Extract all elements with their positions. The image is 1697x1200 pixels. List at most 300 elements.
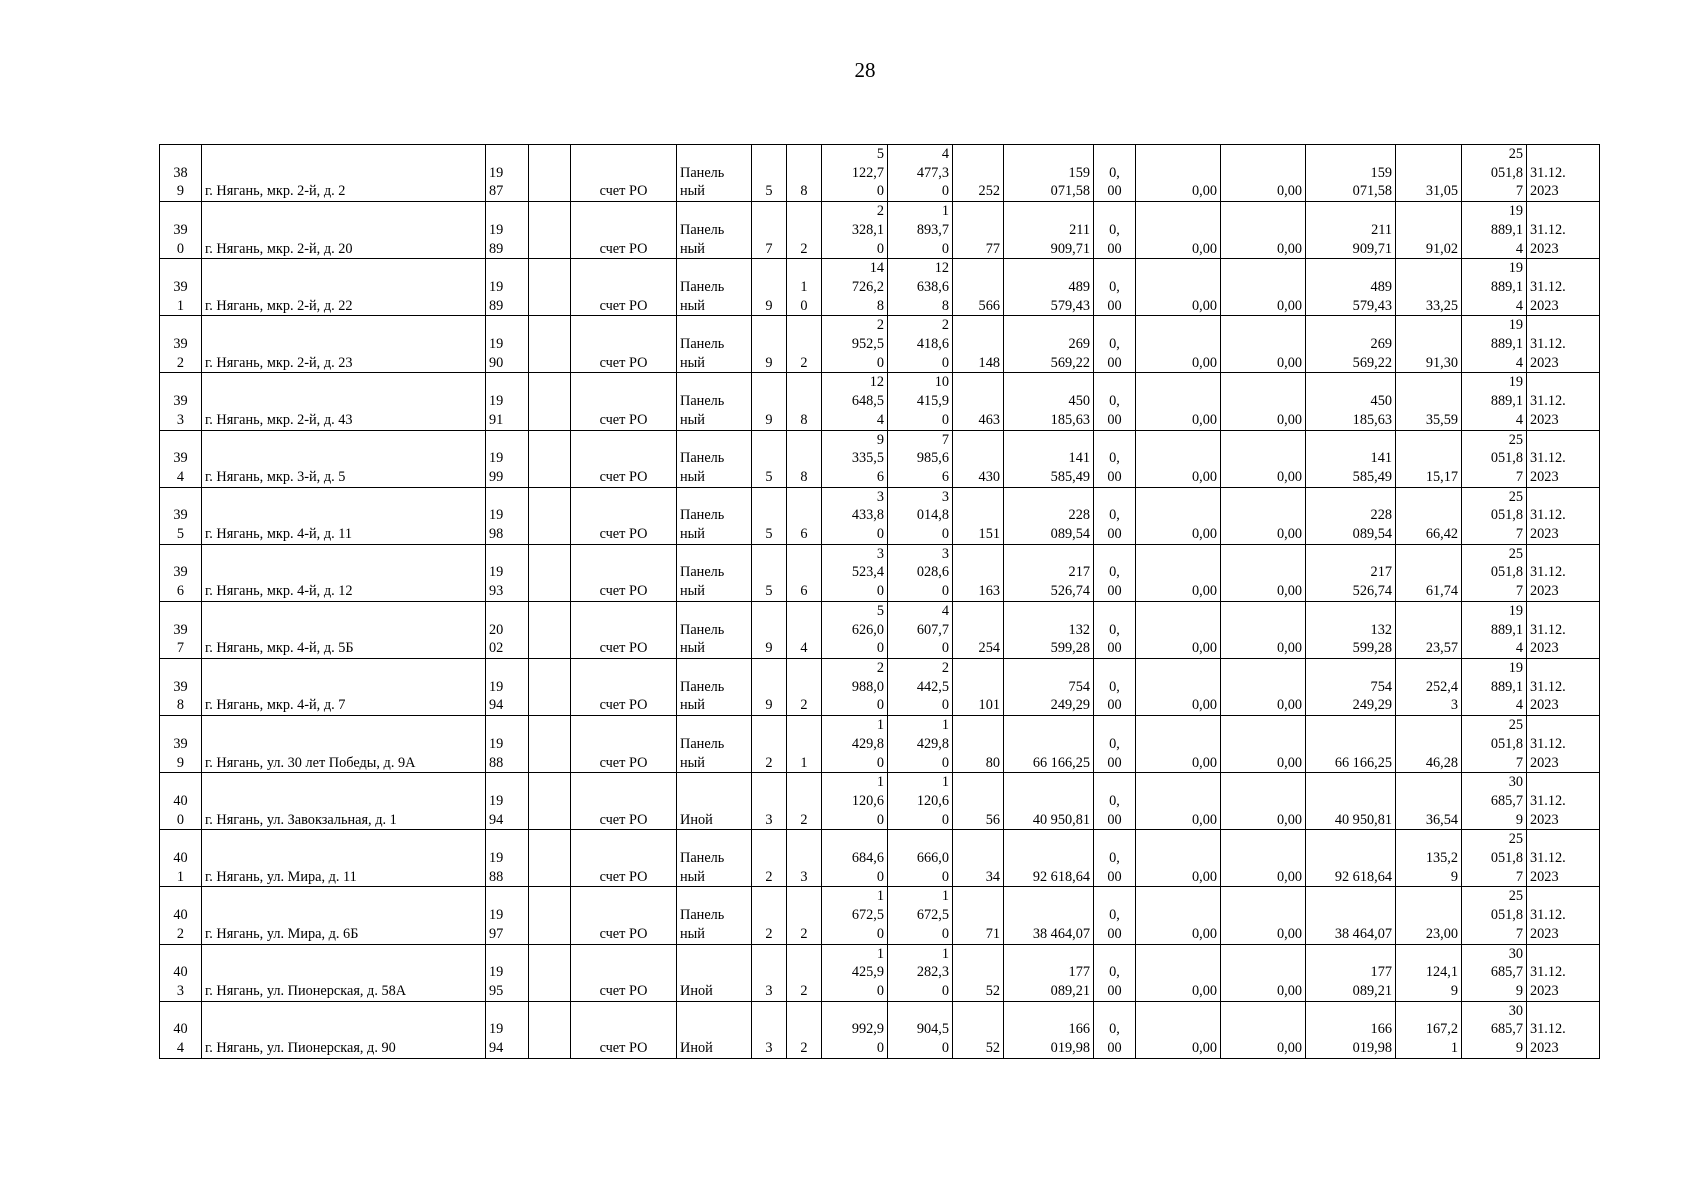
- cell-residential-area: 10 415,9 0: [888, 373, 953, 430]
- cell-entrances: 8: [787, 430, 822, 487]
- cell-commission-year: 19 87: [486, 145, 529, 202]
- cell-residential-area: 3 014,8 0: [888, 487, 953, 544]
- cell-address: г. Нягань, мкр. 4-й, д. 11: [202, 487, 486, 544]
- cell-floors: 3: [752, 944, 787, 1001]
- cell-unit-cost: 252,4 3: [1396, 658, 1462, 715]
- table-row: [160, 944, 1600, 1001]
- cell-owners-funds: 132 599,28: [1306, 601, 1396, 658]
- cell-row-number: 40 4: [160, 1001, 202, 1058]
- table-row: [160, 830, 1600, 887]
- cell-residents: 77: [953, 202, 1004, 259]
- cell-max-unit-cost: 19 889,1 4: [1462, 202, 1527, 259]
- cell-subsidy-regional: 0,00: [1136, 373, 1221, 430]
- cell-fund-method: счет РО: [571, 601, 677, 658]
- table-row: [160, 430, 1600, 487]
- cell-total-area: 2 952,5 0: [822, 316, 888, 373]
- cell-total-cost: 40 950,81: [1004, 773, 1094, 830]
- cell-entrances: 2: [787, 944, 822, 1001]
- cell-row-number: 39 4: [160, 430, 202, 487]
- cell-residential-area: 7 985,6 6: [888, 430, 953, 487]
- cell-fund-method: счет РО: [571, 202, 677, 259]
- table-row: [160, 716, 1600, 773]
- cell-residents: 34: [953, 830, 1004, 887]
- cell-subsidy-regional: 0,00: [1136, 1001, 1221, 1058]
- cell-floors: 2: [752, 716, 787, 773]
- cell-unit-cost: 23,00: [1396, 887, 1462, 944]
- cell-unit-cost: 31,05: [1396, 145, 1462, 202]
- cell-commission-year: 19 89: [486, 202, 529, 259]
- table-row: [160, 487, 1600, 544]
- cell-fund-method: счет РО: [571, 1001, 677, 1058]
- cell-energy-class: [529, 716, 571, 773]
- cell-owners-funds: 166 019,98: [1306, 1001, 1396, 1058]
- cell-residential-area: 2 418,6 0: [888, 316, 953, 373]
- cell-total-cost: 211 909,71: [1004, 202, 1094, 259]
- cell-max-unit-cost: 25 051,8 7: [1462, 830, 1527, 887]
- cell-subsidy-municipal: 0,00: [1221, 944, 1306, 1001]
- cell-energy-class: [529, 658, 571, 715]
- cell-unit-cost: 46,28: [1396, 716, 1462, 773]
- cell-total-area: 14 726,2 8: [822, 259, 888, 316]
- cell-entrances: 6: [787, 544, 822, 601]
- cell-row-number: 38 9: [160, 145, 202, 202]
- cell-residents: 148: [953, 316, 1004, 373]
- cell-fund-method: счет РО: [571, 487, 677, 544]
- cell-total-area: 992,9 0: [822, 1001, 888, 1058]
- cell-subsidy-federal: 0, 00: [1094, 316, 1136, 373]
- cell-owners-funds: 754 249,29: [1306, 658, 1396, 715]
- cell-owners-funds: 92 618,64: [1306, 830, 1396, 887]
- cell-owners-funds: 40 950,81: [1306, 773, 1396, 830]
- cell-residents: 163: [953, 544, 1004, 601]
- cell-energy-class: [529, 259, 571, 316]
- cell-residential-area: 904,5 0: [888, 1001, 953, 1058]
- cell-max-unit-cost: 19 889,1 4: [1462, 259, 1527, 316]
- cell-energy-class: [529, 202, 571, 259]
- cell-address: г. Нягань, ул. Пионерская, д. 58А: [202, 944, 486, 1001]
- cell-subsidy-regional: 0,00: [1136, 544, 1221, 601]
- cell-total-area: 3 523,4 0: [822, 544, 888, 601]
- cell-residents: 71: [953, 887, 1004, 944]
- cell-total-cost: 159 071,58: [1004, 145, 1094, 202]
- cell-total-cost: 141 585,49: [1004, 430, 1094, 487]
- cell-plan-date: 31.12. 2023: [1527, 145, 1600, 202]
- cell-subsidy-federal: 0, 00: [1094, 544, 1136, 601]
- cell-subsidy-federal: 0, 00: [1094, 887, 1136, 944]
- cell-energy-class: [529, 773, 571, 830]
- cell-subsidy-municipal: 0,00: [1221, 145, 1306, 202]
- cell-wall-material: Панель ный: [677, 716, 752, 773]
- cell-subsidy-municipal: 0,00: [1221, 773, 1306, 830]
- cell-subsidy-federal: 0, 00: [1094, 373, 1136, 430]
- cell-entrances: 4: [787, 601, 822, 658]
- cell-address: г. Нягань, мкр. 2-й, д. 2: [202, 145, 486, 202]
- cell-plan-date: 31.12. 2023: [1527, 259, 1600, 316]
- cell-unit-cost: 135,2 9: [1396, 830, 1462, 887]
- cell-unit-cost: 61,74: [1396, 544, 1462, 601]
- cell-fund-method: счет РО: [571, 259, 677, 316]
- cell-row-number: 39 0: [160, 202, 202, 259]
- cell-floors: 5: [752, 430, 787, 487]
- cell-residents: 56: [953, 773, 1004, 830]
- cell-total-area: 12 648,5 4: [822, 373, 888, 430]
- cell-row-number: 40 3: [160, 944, 202, 1001]
- cell-address: г. Нягань, ул. Завокзальная, д. 1: [202, 773, 486, 830]
- table-row: [160, 259, 1600, 316]
- table-row: [160, 145, 1600, 202]
- cell-entrances: 2: [787, 658, 822, 715]
- cell-wall-material: Панель ный: [677, 373, 752, 430]
- cell-row-number: 39 1: [160, 259, 202, 316]
- cell-total-cost: 450 185,63: [1004, 373, 1094, 430]
- table-row: [160, 373, 1600, 430]
- cell-address: г. Нягань, мкр. 4-й, д. 7: [202, 658, 486, 715]
- cell-total-cost: 269 569,22: [1004, 316, 1094, 373]
- cell-max-unit-cost: 19 889,1 4: [1462, 373, 1527, 430]
- cell-total-cost: 489 579,43: [1004, 259, 1094, 316]
- cell-subsidy-federal: 0, 00: [1094, 830, 1136, 887]
- cell-floors: 5: [752, 544, 787, 601]
- cell-max-unit-cost: 19 889,1 4: [1462, 316, 1527, 373]
- cell-plan-date: 31.12. 2023: [1527, 658, 1600, 715]
- cell-address: г. Нягань, ул. Пионерская, д. 90: [202, 1001, 486, 1058]
- cell-total-area: 5 626,0 0: [822, 601, 888, 658]
- cell-floors: 7: [752, 202, 787, 259]
- cell-entrances: 1 0: [787, 259, 822, 316]
- cell-owners-funds: 269 569,22: [1306, 316, 1396, 373]
- cell-residents: 254: [953, 601, 1004, 658]
- cell-owners-funds: 38 464,07: [1306, 887, 1396, 944]
- table-row: [160, 202, 1600, 259]
- cell-max-unit-cost: 19 889,1 4: [1462, 658, 1527, 715]
- cell-commission-year: 20 02: [486, 601, 529, 658]
- cell-plan-date: 31.12. 2023: [1527, 944, 1600, 1001]
- cell-subsidy-federal: 0, 00: [1094, 145, 1136, 202]
- cell-energy-class: [529, 1001, 571, 1058]
- cell-subsidy-regional: 0,00: [1136, 887, 1221, 944]
- cell-plan-date: 31.12. 2023: [1527, 373, 1600, 430]
- cell-row-number: 40 2: [160, 887, 202, 944]
- cell-subsidy-federal: 0, 00: [1094, 1001, 1136, 1058]
- cell-commission-year: 19 95: [486, 944, 529, 1001]
- cell-subsidy-regional: 0,00: [1136, 316, 1221, 373]
- cell-plan-date: 31.12. 2023: [1527, 601, 1600, 658]
- cell-subsidy-regional: 0,00: [1136, 259, 1221, 316]
- cell-address: г. Нягань, мкр. 2-й, д. 43: [202, 373, 486, 430]
- cell-plan-date: 31.12. 2023: [1527, 1001, 1600, 1058]
- cell-unit-cost: 124,1 9: [1396, 944, 1462, 1001]
- cell-entrances: 8: [787, 373, 822, 430]
- cell-energy-class: [529, 373, 571, 430]
- cell-total-cost: 228 089,54: [1004, 487, 1094, 544]
- cell-commission-year: 19 93: [486, 544, 529, 601]
- cell-subsidy-federal: 0, 00: [1094, 944, 1136, 1001]
- cell-subsidy-municipal: 0,00: [1221, 259, 1306, 316]
- cell-subsidy-municipal: 0,00: [1221, 430, 1306, 487]
- cell-row-number: 39 3: [160, 373, 202, 430]
- cell-row-number: 39 9: [160, 716, 202, 773]
- cell-subsidy-regional: 0,00: [1136, 944, 1221, 1001]
- cell-wall-material: Иной: [677, 773, 752, 830]
- cell-subsidy-municipal: 0,00: [1221, 202, 1306, 259]
- cell-unit-cost: 167,2 1: [1396, 1001, 1462, 1058]
- cell-wall-material: Панель ный: [677, 430, 752, 487]
- cell-owners-funds: 450 185,63: [1306, 373, 1396, 430]
- cell-residential-area: 1 120,6 0: [888, 773, 953, 830]
- cell-fund-method: счет РО: [571, 773, 677, 830]
- cell-energy-class: [529, 544, 571, 601]
- cell-max-unit-cost: 25 051,8 7: [1462, 887, 1527, 944]
- cell-entrances: 2: [787, 316, 822, 373]
- cell-owners-funds: 141 585,49: [1306, 430, 1396, 487]
- cell-energy-class: [529, 430, 571, 487]
- cell-subsidy-municipal: 0,00: [1221, 373, 1306, 430]
- cell-total-cost: 38 464,07: [1004, 887, 1094, 944]
- cell-total-cost: 217 526,74: [1004, 544, 1094, 601]
- cell-wall-material: Панель ный: [677, 316, 752, 373]
- cell-commission-year: 19 97: [486, 887, 529, 944]
- cell-subsidy-municipal: 0,00: [1221, 601, 1306, 658]
- cell-floors: 2: [752, 830, 787, 887]
- cell-unit-cost: 91,30: [1396, 316, 1462, 373]
- cell-subsidy-regional: 0,00: [1136, 601, 1221, 658]
- table-row: [160, 544, 1600, 601]
- cell-subsidy-municipal: 0,00: [1221, 487, 1306, 544]
- cell-row-number: 39 5: [160, 487, 202, 544]
- cell-wall-material: Панель ный: [677, 202, 752, 259]
- cell-fund-method: счет РО: [571, 430, 677, 487]
- cell-row-number: 39 8: [160, 658, 202, 715]
- cell-residential-area: 2 442,5 0: [888, 658, 953, 715]
- cell-floors: 3: [752, 1001, 787, 1058]
- cell-address: г. Нягань, ул. 30 лет Победы, д. 9А: [202, 716, 486, 773]
- cell-total-area: 5 122,7 0: [822, 145, 888, 202]
- cell-subsidy-regional: 0,00: [1136, 202, 1221, 259]
- cell-owners-funds: 228 089,54: [1306, 487, 1396, 544]
- cell-residential-area: 1 672,5 0: [888, 887, 953, 944]
- page-number: 28: [854, 58, 876, 82]
- cell-energy-class: [529, 316, 571, 373]
- cell-subsidy-municipal: 0,00: [1221, 887, 1306, 944]
- cell-commission-year: 19 94: [486, 658, 529, 715]
- cell-floors: 9: [752, 658, 787, 715]
- cell-wall-material: Панель ный: [677, 830, 752, 887]
- cell-floors: 9: [752, 373, 787, 430]
- cell-floors: 5: [752, 145, 787, 202]
- cell-total-cost: 66 166,25: [1004, 716, 1094, 773]
- cell-owners-funds: 159 071,58: [1306, 145, 1396, 202]
- cell-entrances: 3: [787, 830, 822, 887]
- cell-commission-year: 19 98: [486, 487, 529, 544]
- cell-unit-cost: 35,59: [1396, 373, 1462, 430]
- cell-total-area: 1 429,8 0: [822, 716, 888, 773]
- cell-energy-class: [529, 887, 571, 944]
- cell-unit-cost: 15,17: [1396, 430, 1462, 487]
- cell-max-unit-cost: 25 051,8 7: [1462, 145, 1527, 202]
- cell-residents: 430: [953, 430, 1004, 487]
- cell-subsidy-regional: 0,00: [1136, 658, 1221, 715]
- cell-total-cost: 132 599,28: [1004, 601, 1094, 658]
- cell-unit-cost: 66,42: [1396, 487, 1462, 544]
- cell-max-unit-cost: 25 051,8 7: [1462, 430, 1527, 487]
- cell-residents: 151: [953, 487, 1004, 544]
- cell-energy-class: [529, 944, 571, 1001]
- cell-subsidy-regional: 0,00: [1136, 430, 1221, 487]
- cell-energy-class: [529, 601, 571, 658]
- table-row: [160, 316, 1600, 373]
- cell-row-number: 40 1: [160, 830, 202, 887]
- cell-energy-class: [529, 145, 571, 202]
- cell-fund-method: счет РО: [571, 830, 677, 887]
- cell-residents: 52: [953, 1001, 1004, 1058]
- cell-max-unit-cost: 30 685,7 9: [1462, 773, 1527, 830]
- cell-subsidy-municipal: 0,00: [1221, 1001, 1306, 1058]
- cell-plan-date: 31.12. 2023: [1527, 316, 1600, 373]
- cell-total-area: 2 988,0 0: [822, 658, 888, 715]
- cell-subsidy-regional: 0,00: [1136, 830, 1221, 887]
- cell-subsidy-federal: 0, 00: [1094, 658, 1136, 715]
- housing-register-table: [159, 144, 1600, 1059]
- cell-fund-method: счет РО: [571, 544, 677, 601]
- cell-fund-method: счет РО: [571, 373, 677, 430]
- cell-unit-cost: 23,57: [1396, 601, 1462, 658]
- cell-wall-material: Панель ный: [677, 544, 752, 601]
- cell-max-unit-cost: 25 051,8 7: [1462, 716, 1527, 773]
- cell-residents: 566: [953, 259, 1004, 316]
- cell-total-cost: 166 019,98: [1004, 1001, 1094, 1058]
- cell-total-area: 9 335,5 6: [822, 430, 888, 487]
- cell-address: г. Нягань, мкр. 4-й, д. 5Б: [202, 601, 486, 658]
- cell-total-area: 1 425,9 0: [822, 944, 888, 1001]
- cell-address: г. Нягань, мкр. 2-й, д. 22: [202, 259, 486, 316]
- table-row: [160, 773, 1600, 830]
- cell-commission-year: 19 99: [486, 430, 529, 487]
- cell-plan-date: 31.12. 2023: [1527, 830, 1600, 887]
- cell-subsidy-federal: 0, 00: [1094, 259, 1136, 316]
- cell-address: г. Нягань, мкр. 2-й, д. 23: [202, 316, 486, 373]
- cell-max-unit-cost: 19 889,1 4: [1462, 601, 1527, 658]
- cell-total-area: 2 328,1 0: [822, 202, 888, 259]
- cell-total-area: 1 672,5 0: [822, 887, 888, 944]
- cell-fund-method: счет РО: [571, 887, 677, 944]
- cell-floors: 5: [752, 487, 787, 544]
- cell-residential-area: 1 893,7 0: [888, 202, 953, 259]
- cell-address: г. Нягань, ул. Мира, д. 11: [202, 830, 486, 887]
- cell-subsidy-regional: 0,00: [1136, 487, 1221, 544]
- cell-max-unit-cost: 25 051,8 7: [1462, 544, 1527, 601]
- cell-total-cost: 754 249,29: [1004, 658, 1094, 715]
- cell-residents: 463: [953, 373, 1004, 430]
- cell-residential-area: 12 638,6 8: [888, 259, 953, 316]
- cell-commission-year: 19 88: [486, 716, 529, 773]
- cell-plan-date: 31.12. 2023: [1527, 202, 1600, 259]
- cell-entrances: 2: [787, 1001, 822, 1058]
- cell-address: г. Нягань, мкр. 4-й, д. 12: [202, 544, 486, 601]
- cell-commission-year: 19 94: [486, 773, 529, 830]
- cell-owners-funds: 66 166,25: [1306, 716, 1396, 773]
- cell-entrances: 1: [787, 716, 822, 773]
- cell-total-area: 684,6 0: [822, 830, 888, 887]
- cell-entrances: 2: [787, 887, 822, 944]
- cell-subsidy-federal: 0, 00: [1094, 716, 1136, 773]
- cell-subsidy-municipal: 0,00: [1221, 544, 1306, 601]
- cell-row-number: 39 7: [160, 601, 202, 658]
- cell-residential-area: 4 477,3 0: [888, 145, 953, 202]
- cell-fund-method: счет РО: [571, 944, 677, 1001]
- cell-fund-method: счет РО: [571, 716, 677, 773]
- cell-entrances: 6: [787, 487, 822, 544]
- cell-floors: 9: [752, 259, 787, 316]
- cell-commission-year: 19 90: [486, 316, 529, 373]
- cell-max-unit-cost: 30 685,7 9: [1462, 1001, 1527, 1058]
- cell-total-area: 1 120,6 0: [822, 773, 888, 830]
- cell-total-cost: 92 618,64: [1004, 830, 1094, 887]
- cell-wall-material: Панель ный: [677, 259, 752, 316]
- cell-row-number: 40 0: [160, 773, 202, 830]
- cell-subsidy-federal: 0, 00: [1094, 601, 1136, 658]
- cell-subsidy-federal: 0, 00: [1094, 430, 1136, 487]
- cell-subsidy-federal: 0, 00: [1094, 487, 1136, 544]
- table-row: [160, 887, 1600, 944]
- cell-subsidy-federal: 0, 00: [1094, 773, 1136, 830]
- cell-residential-area: 4 607,7 0: [888, 601, 953, 658]
- cell-wall-material: Панель ный: [677, 658, 752, 715]
- cell-energy-class: [529, 487, 571, 544]
- cell-wall-material: Панель ный: [677, 601, 752, 658]
- cell-address: г. Нягань, мкр. 3-й, д. 5: [202, 430, 486, 487]
- cell-residential-area: 666,0 0: [888, 830, 953, 887]
- cell-wall-material: Иной: [677, 1001, 752, 1058]
- cell-floors: 2: [752, 887, 787, 944]
- cell-wall-material: Панель ный: [677, 887, 752, 944]
- cell-commission-year: 19 88: [486, 830, 529, 887]
- cell-residential-area: 1 429,8 0: [888, 716, 953, 773]
- cell-wall-material: Панель ный: [677, 145, 752, 202]
- cell-residents: 252: [953, 145, 1004, 202]
- cell-entrances: 2: [787, 773, 822, 830]
- cell-subsidy-municipal: 0,00: [1221, 716, 1306, 773]
- table-row: [160, 601, 1600, 658]
- cell-energy-class: [529, 830, 571, 887]
- cell-subsidy-regional: 0,00: [1136, 716, 1221, 773]
- cell-subsidy-federal: 0, 00: [1094, 202, 1136, 259]
- cell-fund-method: счет РО: [571, 316, 677, 373]
- cell-address: г. Нягань, мкр. 2-й, д. 20: [202, 202, 486, 259]
- cell-owners-funds: 211 909,71: [1306, 202, 1396, 259]
- cell-commission-year: 19 94: [486, 1001, 529, 1058]
- cell-plan-date: 31.12. 2023: [1527, 773, 1600, 830]
- cell-entrances: 2: [787, 202, 822, 259]
- cell-plan-date: 31.12. 2023: [1527, 487, 1600, 544]
- cell-unit-cost: 33,25: [1396, 259, 1462, 316]
- cell-floors: 9: [752, 316, 787, 373]
- table-row: [160, 1001, 1600, 1058]
- cell-residential-area: 3 028,6 0: [888, 544, 953, 601]
- cell-unit-cost: 91,02: [1396, 202, 1462, 259]
- table-row: [160, 658, 1600, 715]
- cell-residents: 52: [953, 944, 1004, 1001]
- cell-residents: 80: [953, 716, 1004, 773]
- cell-subsidy-regional: 0,00: [1136, 773, 1221, 830]
- cell-total-cost: 177 089,21: [1004, 944, 1094, 1001]
- cell-plan-date: 31.12. 2023: [1527, 544, 1600, 601]
- cell-owners-funds: 489 579,43: [1306, 259, 1396, 316]
- cell-floors: 3: [752, 773, 787, 830]
- cell-row-number: 39 2: [160, 316, 202, 373]
- cell-plan-date: 31.12. 2023: [1527, 716, 1600, 773]
- cell-floors: 9: [752, 601, 787, 658]
- cell-max-unit-cost: 25 051,8 7: [1462, 487, 1527, 544]
